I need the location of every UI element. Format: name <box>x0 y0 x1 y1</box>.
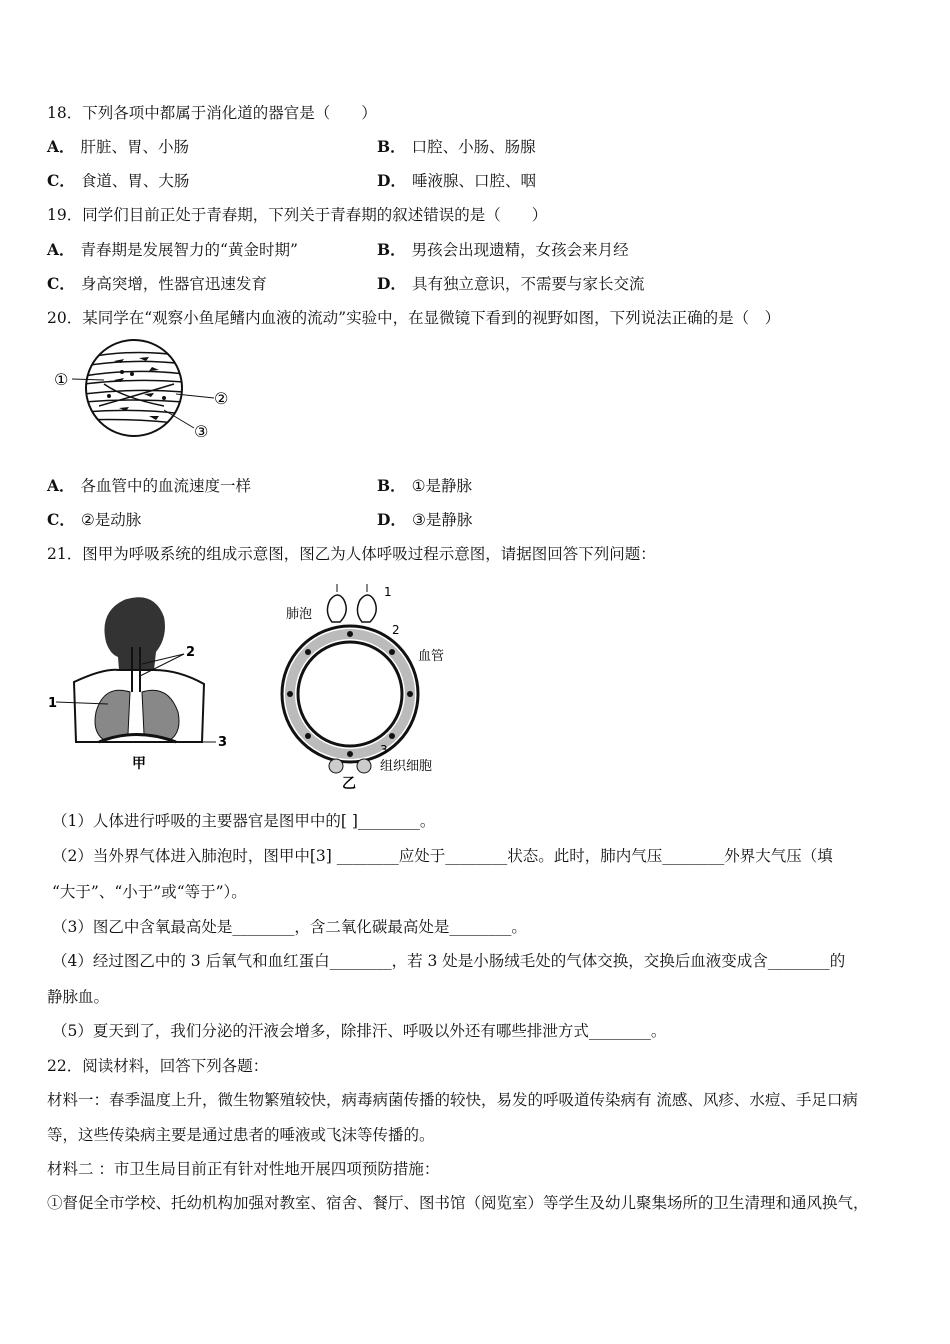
q22-stem: 22．阅读材料，回答下列各题： <box>47 1057 269 1075</box>
tissue-cell <box>329 759 343 773</box>
q21-sub3: （3）图乙中含氧最高处是________，含二氧化碳最高处是________。 <box>52 918 527 936</box>
label-3: 3 <box>380 743 388 757</box>
fish-tail-blood-flow-figure <box>44 336 229 446</box>
blood-cell <box>347 751 353 757</box>
q20-option-a <box>47 476 251 496</box>
option-text: 青春期是发展智力的“黄金时期” <box>80 241 298 259</box>
option-letter: D． <box>377 171 406 190</box>
blood-cell <box>120 370 124 374</box>
option-letter: B． <box>377 240 406 259</box>
alveolus-right <box>357 595 376 622</box>
option-text: 食道、胃、大肠 <box>80 172 190 190</box>
q21-sub2b: “大于”、“小于”或“等于”）。 <box>52 883 247 901</box>
q18-option-b <box>377 137 536 157</box>
option-text: ③是静脉 <box>411 511 473 529</box>
option-letter: B． <box>377 476 406 495</box>
q21-sub4a: （4）经过图乙中的 3 后氧气和血红蛋白________，若 3 处是小肠绒毛处的气体交换，交换后血液变成含________的 <box>52 952 846 970</box>
q18-option-c <box>47 171 189 191</box>
respiratory-system-figure <box>44 592 244 772</box>
q21-sub4b: 静脉血。 <box>47 988 110 1006</box>
q21-sub2a: （2）当外界气体进入肺泡时，图甲中[3] ________应处于________状态。此时，肺内气压________外界大气压（填 <box>52 847 833 865</box>
blood-cell <box>162 396 166 400</box>
q21-sub5: （5）夏天到了，我们分泌的汗液会增多，除排汗、呼吸以外还有哪些排泄方式________。 <box>52 1022 667 1040</box>
label-2: 2 <box>392 623 400 637</box>
option-text: 具有独立意识，不需要与家长交流 <box>411 275 645 293</box>
option-text: 男孩会出现遗精，女孩会来月经 <box>411 241 629 259</box>
blood-cell <box>287 691 293 697</box>
option-letter: C． <box>47 510 75 529</box>
q22-material2: 材料二 ：市卫生局目前正有针对性地开展四项预防措施： <box>47 1160 440 1178</box>
alveolus-label: 肺泡 <box>286 607 313 622</box>
blood-cell <box>107 394 111 398</box>
q18-stem: 18．下列各项中都属于消化道的器官是（ ） <box>47 104 377 122</box>
q21-sub1: （1）人体进行呼吸的主要器官是图甲中的[ ]________。 <box>52 812 436 830</box>
q22-material1-line1: 材料一：春季温度上升，微生物繁殖较快，病毒病菌传播的较快，易发的呼吸道传染病有 流感、风疹、水痘、手足口病 <box>47 1091 858 1109</box>
blood-cell <box>347 631 353 637</box>
option-letter: C． <box>47 274 75 293</box>
head-silhouette <box>104 597 165 670</box>
q20-option-b <box>377 476 472 496</box>
blood-cell <box>407 691 413 697</box>
label-3: 3 <box>218 735 228 750</box>
option-text: 身高突增，性器官迅速发育 <box>80 275 267 293</box>
q20-option-d <box>377 510 472 530</box>
option-letter: A． <box>47 240 75 259</box>
option-text: ①是静脉 <box>411 477 473 495</box>
respiration-process-figure <box>280 582 480 792</box>
q19-stem: 19．同学们目前正处于青春期，下列关于青春期的叙述错误的是（ ） <box>47 206 548 224</box>
label-2: ② <box>214 389 229 408</box>
label-1: 1 <box>384 585 392 599</box>
q20-stem: 20．某同学在“观察小鱼尾鳍内血液的流动”实验中，在显微镜下看到的视野如图，下列说法正确的是（ ） <box>47 309 781 327</box>
blood-cell <box>389 649 395 655</box>
alveolus-left <box>327 595 346 622</box>
vessel-inner-ring <box>298 642 402 746</box>
option-text: 各血管中的血流速度一样 <box>80 477 252 495</box>
right-lung <box>142 690 179 740</box>
option-letter: D． <box>377 510 406 529</box>
label-2: 2 <box>186 645 196 660</box>
option-letter: A． <box>47 476 75 495</box>
option-text: 肝脏、胃、小肠 <box>80 138 190 156</box>
figure-caption: 甲 <box>132 756 146 772</box>
option-text: 口腔、小肠、肠腺 <box>411 138 536 156</box>
tissue-cell <box>357 759 371 773</box>
q22-material1-line2: 等，这些传染病主要是通过患者的唾液或飞沫等传播的。 <box>47 1126 435 1144</box>
label-3: ③ <box>194 422 209 441</box>
figure-caption: 乙 <box>342 776 356 792</box>
blood-cell <box>389 733 395 739</box>
option-letter: C． <box>47 171 75 190</box>
option-text: 唾液腺、口腔、咽 <box>411 172 536 190</box>
vessel-outer-ring <box>282 626 418 762</box>
tissue-label: 组织细胞 <box>380 759 433 774</box>
vessel-label: 血管 <box>418 649 445 664</box>
q19-option-a <box>47 240 298 260</box>
blood-cell <box>130 372 134 376</box>
q18-option-d <box>377 171 536 191</box>
q21-stem: 21．图甲为呼吸系统的组成示意图，图乙为人体呼吸过程示意图，请据图回答下列问题： <box>47 545 656 563</box>
q18-option-a <box>47 137 189 157</box>
left-lung <box>95 690 130 740</box>
q19-option-c <box>47 274 267 294</box>
label-1: 1 <box>48 696 58 711</box>
q19-option-b <box>377 240 629 260</box>
q22-measure-1: ①督促全市学校、托幼机构加强对教室、宿舍、餐厅、图书馆（阅览室）等学生及幼儿聚集场所的卫生清理和通风换气， <box>47 1194 869 1212</box>
label-1: ① <box>54 370 69 389</box>
option-letter: D． <box>377 274 406 293</box>
option-text: ②是动脉 <box>80 511 142 529</box>
blood-cell <box>305 733 311 739</box>
option-letter: A． <box>47 137 75 156</box>
q19-option-d <box>377 274 644 294</box>
q20-option-c <box>47 510 141 530</box>
blood-cell <box>305 649 311 655</box>
option-letter: B． <box>377 137 406 156</box>
